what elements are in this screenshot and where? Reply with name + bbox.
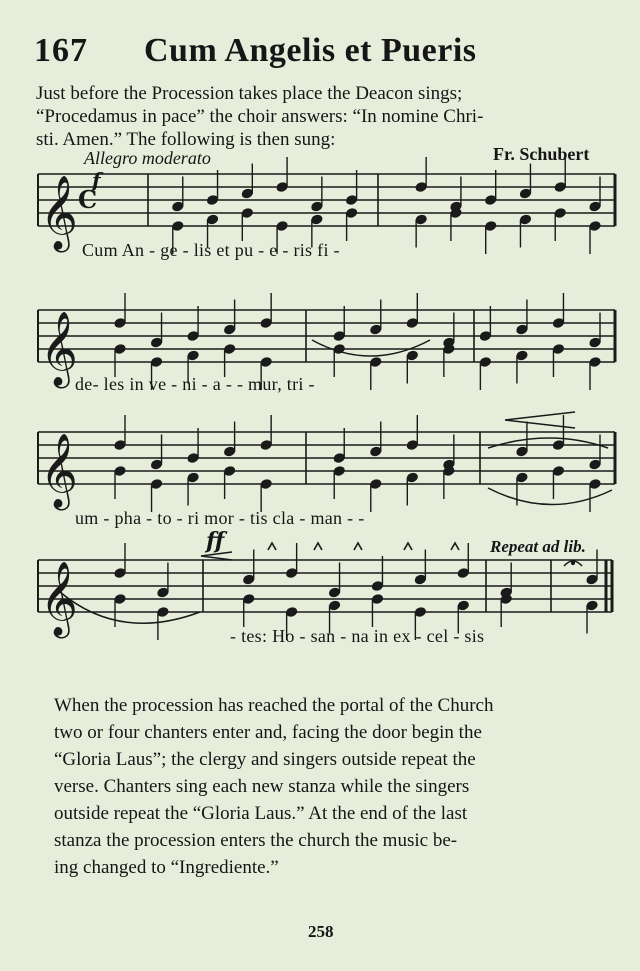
paragraph-line: When the procession has reached the portal of the Church	[54, 695, 494, 716]
treble-clef-icon: 𝄞	[40, 562, 78, 636]
paragraph-line: ing changed to “Ingrediente.”	[54, 857, 279, 878]
slur	[488, 438, 608, 448]
time-signature: C	[78, 185, 98, 214]
hymn-number: 167	[34, 32, 88, 69]
repeat-instruction: Repeat ad lib.	[490, 537, 586, 556]
accent-mark	[404, 543, 412, 550]
dynamic-fortissimo: ff	[206, 528, 225, 554]
intro-line: sti. Amen.” The following is then sung:	[36, 129, 336, 150]
treble-clef-icon: 𝄞	[40, 176, 78, 250]
treble-clef-icon: 𝄞	[40, 312, 78, 386]
fermata-dot	[571, 561, 574, 564]
dynamic-forte: f	[92, 168, 101, 192]
paragraph-line: two or four chanters enter and, facing the door begin the	[54, 722, 482, 743]
paragraph-line: verse. Chanters sing each new stanza while the singers	[54, 776, 470, 797]
treble-clef-icon: 𝄞	[40, 434, 78, 508]
lyrics-line: - tes: Ho - san - na in ex - cel - sis	[230, 626, 485, 646]
tempo-marking: Allegro moderato	[84, 148, 211, 168]
intro-line: Just before the Procession takes place the Deacon sings;	[36, 83, 463, 104]
intro-line: “Procedamus in pace” the choir answers: “In nomine Chri-	[36, 106, 484, 127]
slur	[60, 592, 200, 623]
procession-instructions	[54, 692, 620, 881]
accent-mark	[314, 543, 322, 550]
lyrics-line: Cum An - ge - lis et pu - e - ris fi -	[82, 240, 340, 260]
lyrics-line: de- les in ve - ni - a - - mur, tri -	[75, 374, 315, 394]
crescendo-mark	[505, 412, 575, 428]
paragraph-line: “Gloria Laus”; the clergy and singers outside repeat the	[54, 749, 476, 770]
page-number: 258	[308, 922, 334, 941]
lyrics-line: um - pha - to - ri mor - tis cla - man - -	[75, 508, 365, 528]
hymn-title: Cum Angelis et Pueris	[144, 32, 477, 69]
paragraph-line: outside repeat the “Gloria Laus.” At the end of the last	[54, 803, 468, 824]
paragraph-line: stanza the procession enters the church the music be-	[54, 830, 458, 851]
accent-mark	[354, 543, 362, 550]
accent-mark	[451, 543, 459, 550]
accent-mark	[268, 543, 276, 550]
slur	[488, 488, 612, 505]
composer: Fr. Schubert	[493, 144, 590, 164]
